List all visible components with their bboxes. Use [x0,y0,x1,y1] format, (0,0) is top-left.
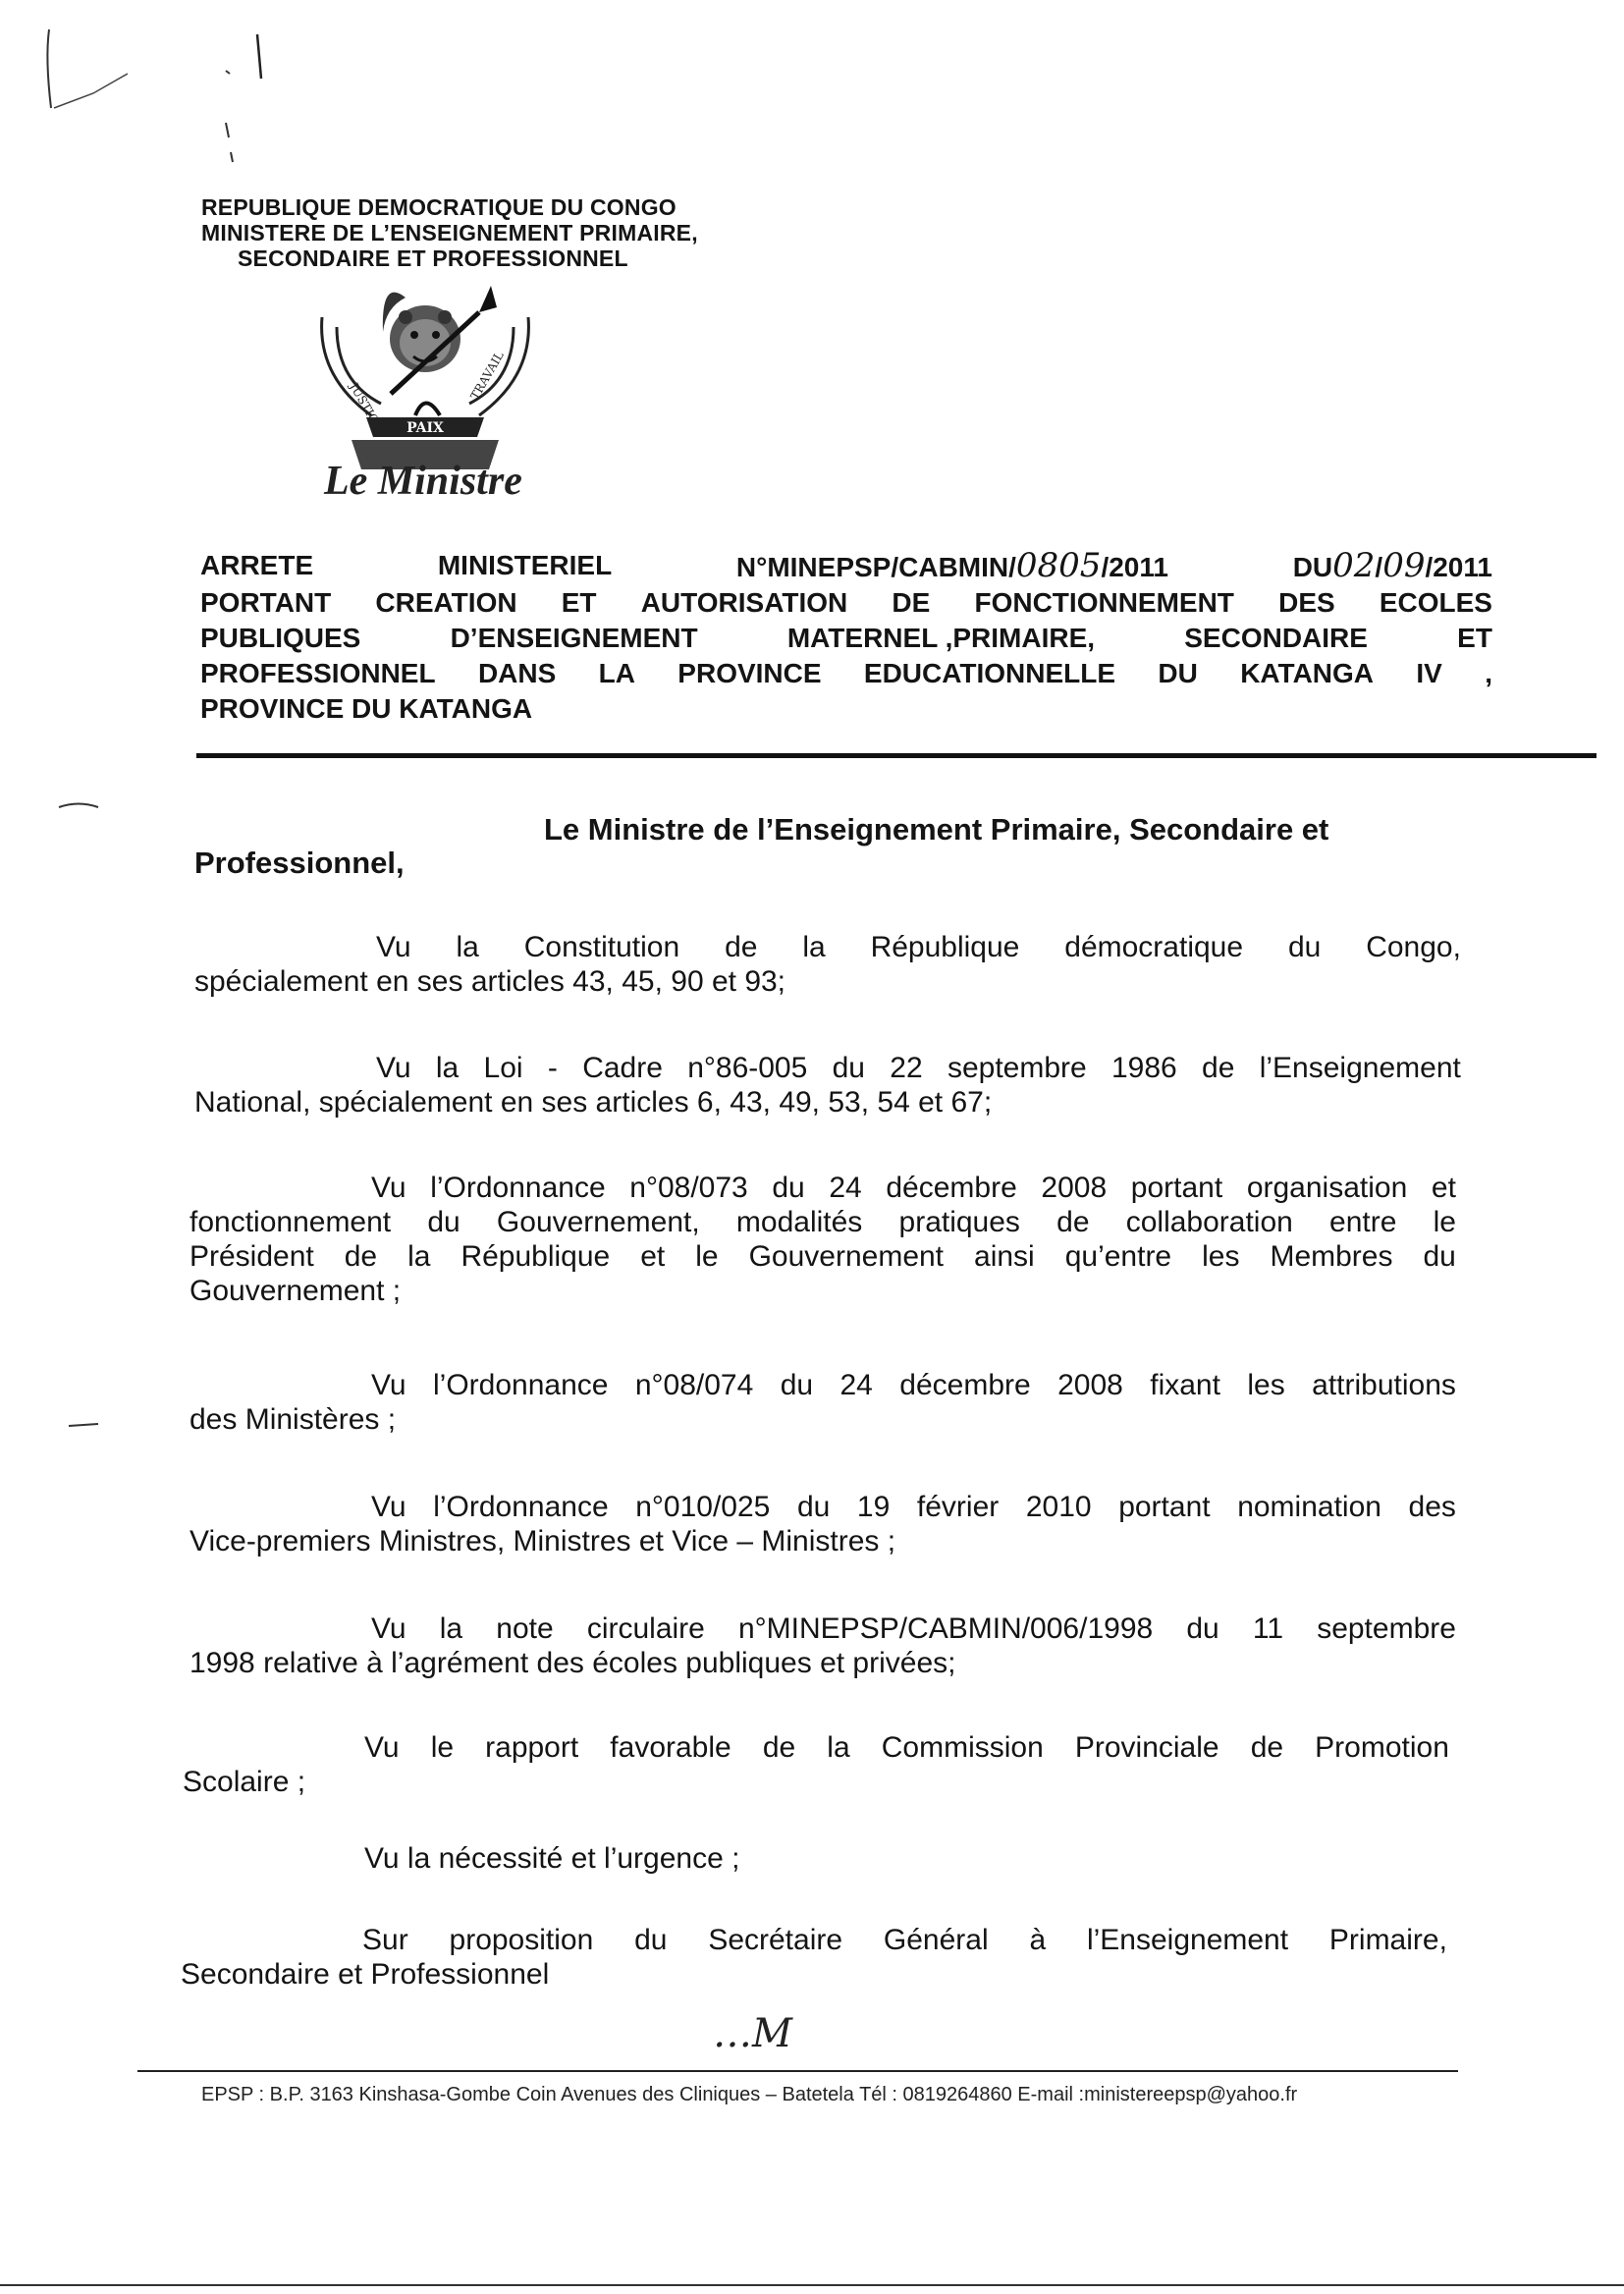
paragraph-constitution: Vu la Constitution de la République démocratique du Congo, spécialement en ses articles 43, 45, 90 et 93; [194,931,1461,998]
handwritten-initials: …M [713,2011,792,2056]
header-line-2: MINISTERE DE L’ENSEIGNEMENT PRIMAIRE, [201,220,698,246]
title-date: DU02/09/2011 [1292,546,1492,585]
paragraph-note-circulaire: Vu la note circulaire n°MINEPSP/CABMIN/006/1998 du 11 septembre 1998 relative à l’agrément des écoles publiques et privées; [189,1612,1456,1679]
paragraph-loi-cadre: Vu la Loi - Cadre n°86-005 du 22 septembre 1986 de l’Enseignement National, spécialement en ses articles 6, 43, 49, 53, 54 et 67; [194,1052,1461,1119]
minister-line-2: Professionnel, [194,846,405,880]
title-word: MINISTERIEL [437,550,613,580]
minister-intro [194,812,1461,880]
paragraph-proposition: Sur proposition du Secrétaire Général à l’Enseignement Primaire, Secondaire et Professionnel [181,1924,1447,1991]
motto-left: JUSTICE [347,380,386,434]
title-reference: N°MINEPSP/CABMIN/0805/2011 [735,546,1168,585]
motto-right: TRAVAIL [467,349,507,403]
paragraph-ordonnance-08-074: Vu l’Ordonnance n°08/074 du 24 décembre 2008 fixant les attributions des Ministères ; [189,1369,1456,1436]
decree-title [200,548,1492,727]
footer-rule [137,2070,1458,2072]
handwritten-day: 02 [1332,546,1376,585]
header-line-1: REPUBLIQUE DEMOCRATIQUE DU CONGO [201,194,677,220]
paragraph-ordonnance-08-073: Vu l’Ordonnance n°08/073 du 24 décembre 2008 portant organisation et fonctionnement du Gouvernement, modalités pratiques de collaboration entre le Président de la République et le Gouvernement ainsi qu’entre les Membres du Gouvernement ; [189,1172,1456,1307]
ministry-header [201,194,698,271]
title-word: ARRETE [200,550,314,580]
handwritten-month: 09 [1382,546,1426,585]
motto-center: PAIX [406,420,444,436]
title-line-4: PROFESSIONNEL DANS LA PROVINCE EDUCATIONNELLE DU KATANGA IV , [200,658,1492,688]
header-line-3: SECONDAIRE ET PROFESSIONNEL [238,246,628,271]
title-line-5: PROVINCE DU KATANGA [200,693,533,724]
title-line-2: PORTANT CREATION ET AUTORISATION DE FONCTIONNEMENT DES ECOLES [200,587,1492,618]
paragraph-ordonnance-010-025: Vu l’Ordonnance n°010/025 du 19 février 2010 portant nomination des Vice-premiers Ministres, Ministres et Vice – Ministres ; [189,1491,1456,1557]
footer-contact: EPSP : B.P. 3163 Kinshasa-Gombe Coin Avenues des Cliniques – Batetela Tél : 0819264860 E-mail :ministereepsp@yahoo.fr [201,2084,1298,2105]
handwritten-number: 0805 [1015,546,1102,585]
coat-of-arms-emblem [312,278,538,474]
title-line-1 [200,548,1492,585]
paragraph-rapport-commission: Vu le rapport favorable de la Commission Provinciale de Promotion Scolaire ; [183,1731,1449,1798]
le-ministre-signature: Le Ministre [324,459,522,504]
paragraph-necessite-urgence: Vu la nécessité et l’urgence ; [364,1842,740,1875]
minister-line-1: Le Ministre de l’Enseignement Primaire, Secondaire et [544,812,1329,847]
title-separator [196,753,1597,758]
page-bottom-edge [0,2284,1624,2286]
title-line-3: PUBLIQUES D’ENSEIGNEMENT MATERNEL ,PRIMAIRE, SECONDAIRE ET [200,623,1492,653]
